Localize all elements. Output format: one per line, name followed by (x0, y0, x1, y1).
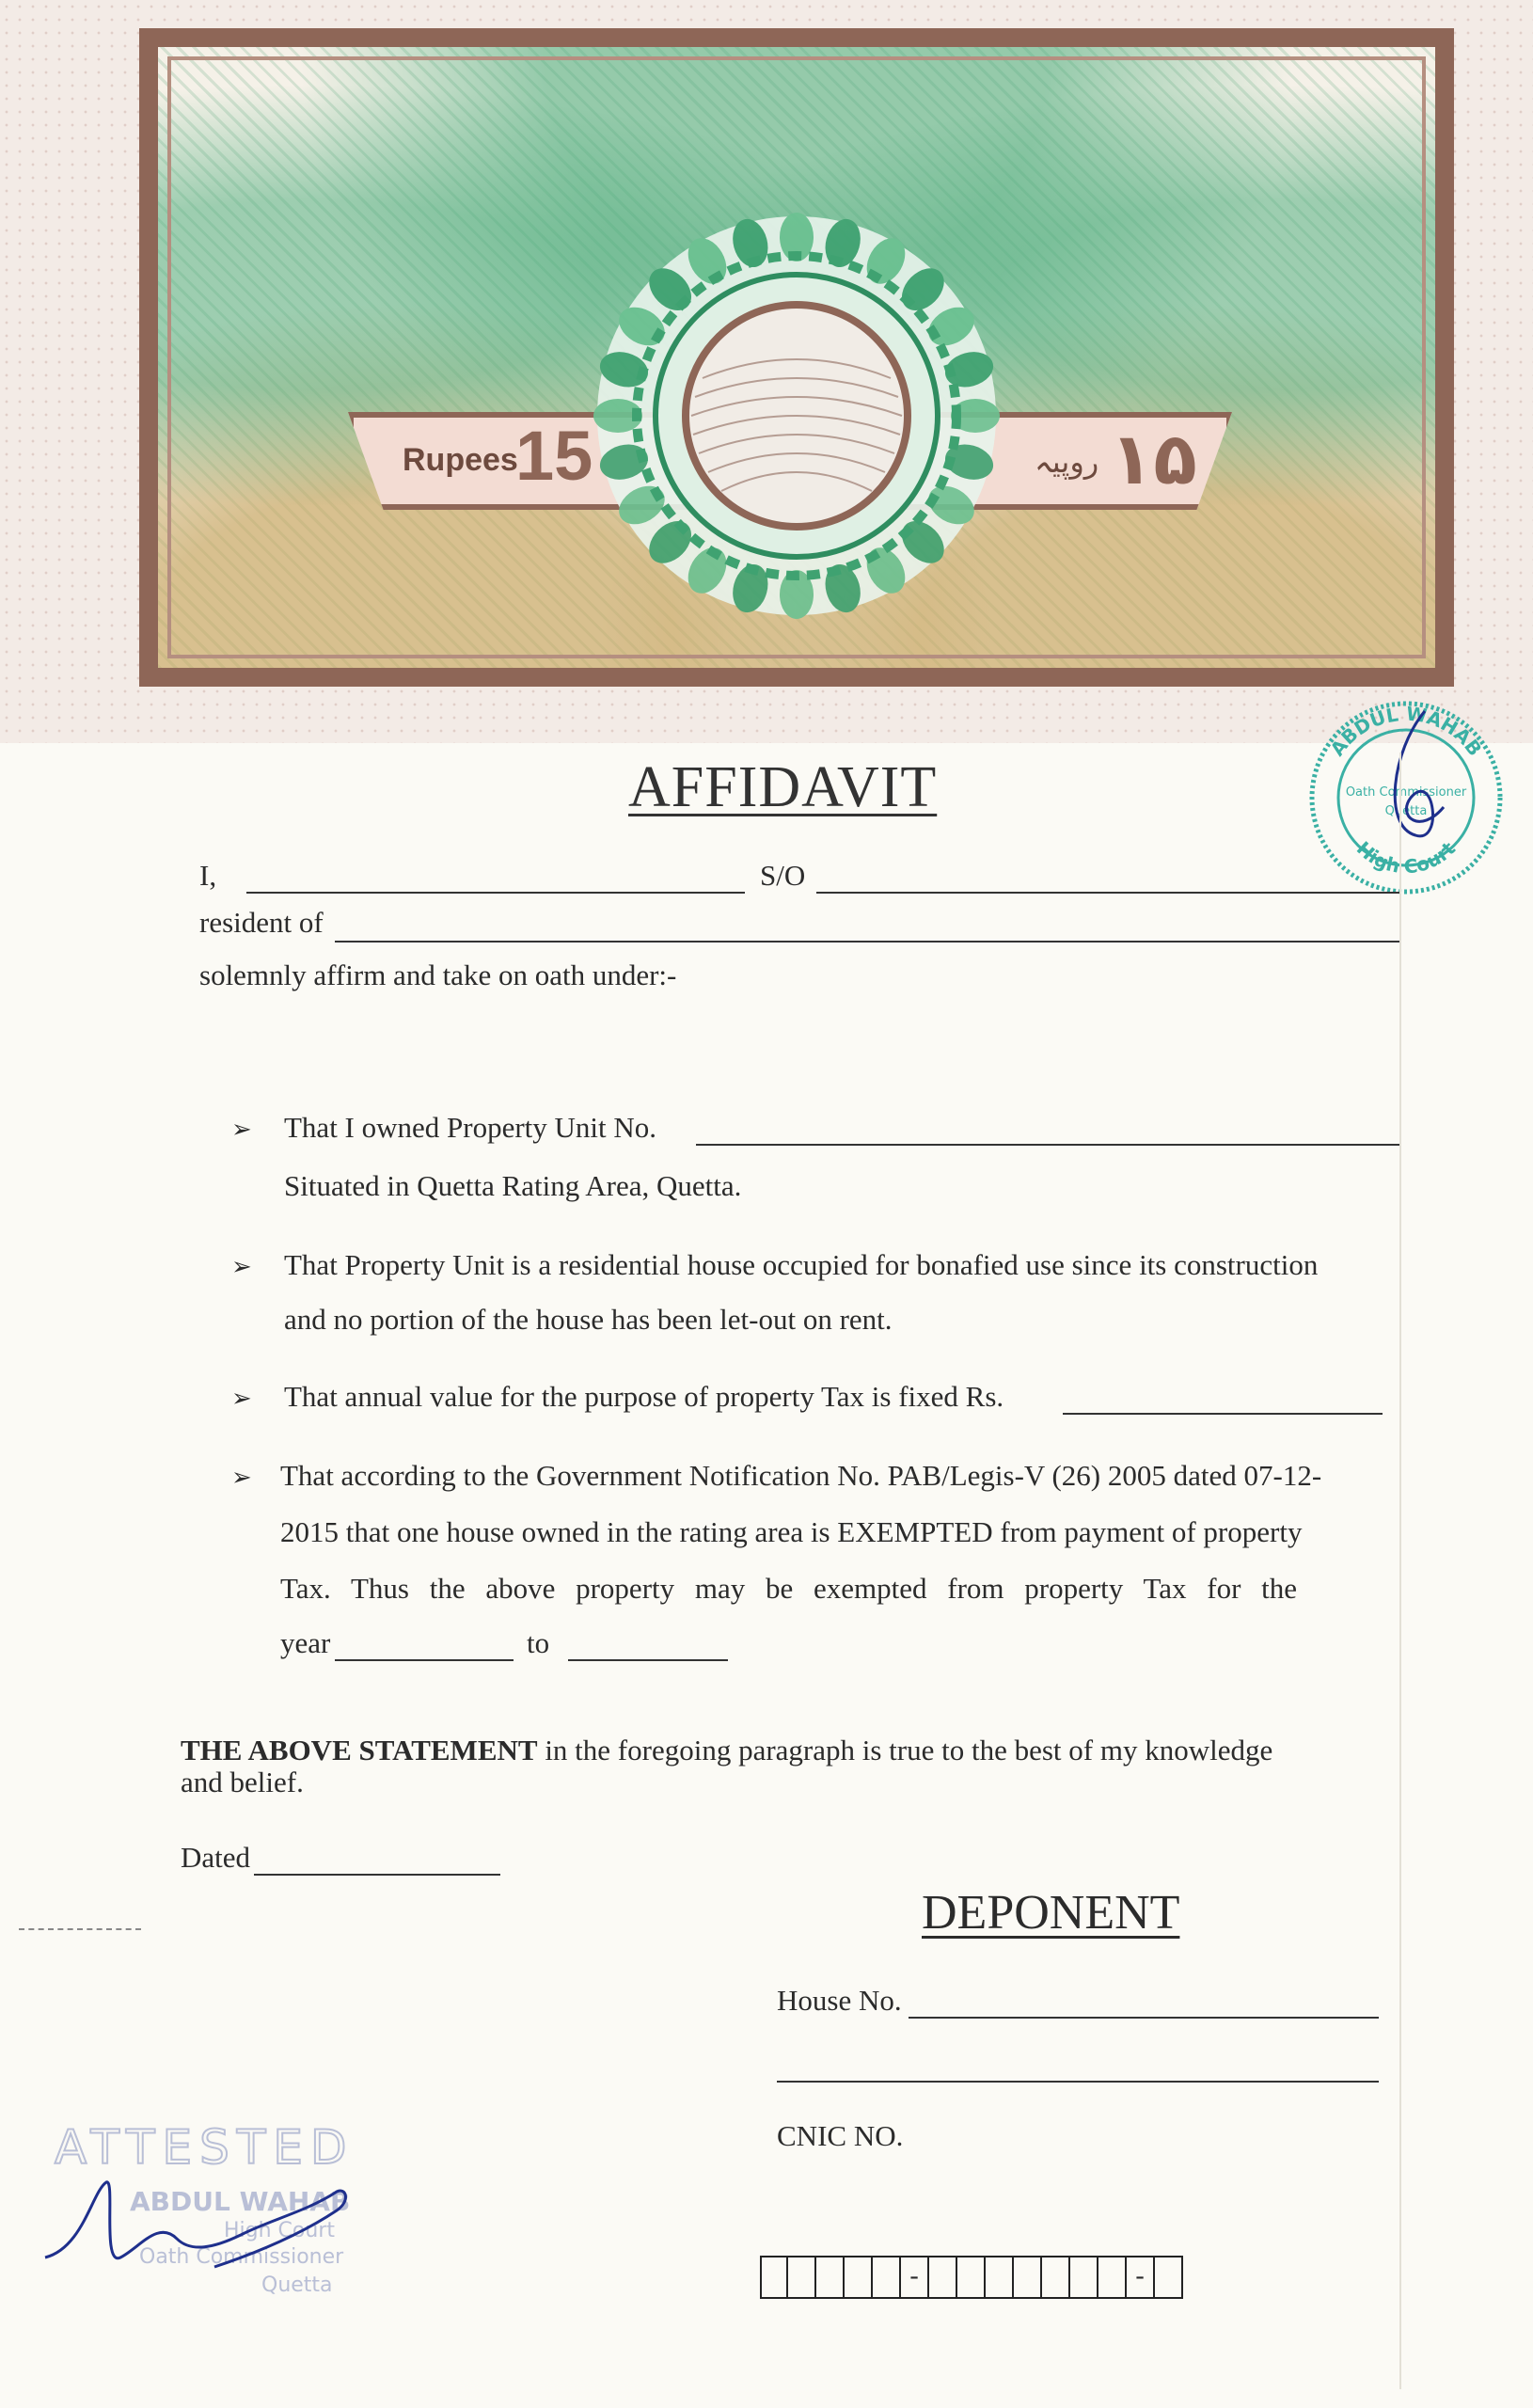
dated-blank-line (254, 1874, 500, 1876)
cnic-separator-box: - (1127, 2256, 1155, 2299)
cnic-digit-box (929, 2256, 957, 2299)
clause-2-line-2: and no portion of the house has been let-out on rent. (284, 1303, 893, 1336)
stamp-urdu-label: روپیہ (1035, 444, 1099, 480)
attested-title: Oath Commissioner (139, 2245, 344, 2269)
cnic-box-row (760, 2256, 1183, 2299)
attested-word: ATTESTED (55, 2120, 355, 2175)
deponent-title: DEPONENT (922, 1886, 1180, 1940)
clause-4-year-label: year (280, 1626, 331, 1659)
house-no-label: House No. (777, 1984, 902, 2017)
clause-1-line-1: That I owned Property Unit No. (284, 1111, 657, 1144)
intro-so-label: S/O (760, 859, 806, 892)
stamp-rupees-label: Rupees (403, 442, 518, 478)
house-no-blank-line (909, 2017, 1379, 2019)
clause-3-bullet: ➢ (231, 1385, 252, 1413)
cnic-digit-box (1070, 2256, 1098, 2299)
attested-city: Quetta (261, 2273, 333, 2297)
seal-title-text: Oath Commissioner (1345, 785, 1467, 800)
oath-commissioner-seal (1303, 694, 1509, 901)
statement-bold-text: THE ABOVE STATEMENT (181, 1734, 538, 1766)
statement-line-1 (181, 1733, 1272, 1767)
seal-court-text: High Court (1351, 836, 1461, 879)
svg-text:High Court (1352, 837, 1461, 879)
residence-blank-line (335, 941, 1399, 943)
document-title: AFFIDAVIT (628, 755, 938, 819)
scan-page-edge (1399, 752, 1401, 2389)
cnic-separator-box: - (901, 2256, 929, 2299)
attested-name: ABDUL WAHAB (130, 2186, 351, 2217)
father-name-blank-line (816, 892, 1399, 894)
cnic-digit-box (1155, 2256, 1183, 2299)
clause-4-bullet: ➢ (231, 1464, 252, 1492)
clause-2-bullet: ➢ (231, 1253, 252, 1281)
clause-2-line-1: That Property Unit is a residential house occupied for bonafied use since its construction (284, 1248, 1319, 1281)
cnic-digit-box (760, 2256, 788, 2299)
intro-affirm-text: solemnly affirm and take on oath under:- (199, 958, 677, 991)
statement-line-2: and belief. (181, 1766, 304, 1798)
statement-rest-text: in the foregoing paragraph is true to the best of my knowledge (537, 1734, 1273, 1766)
stamp-urdu-value: ۱۵ (1110, 417, 1197, 500)
cnic-label: CNIC NO. (777, 2119, 904, 2152)
clause-4-line-3: Tax. Thus the above property may be exempted from property Tax for the (280, 1572, 1298, 1605)
cnic-digit-box (845, 2256, 873, 2299)
seal-city-text: Quetta (1384, 804, 1428, 818)
clause-4-line-1: That according to the Government Notification No. PAB/Legis-V (26) 2005 dated 07-12- (280, 1459, 1322, 1492)
clause-1-line-2: Situated in Quetta Rating Area, Quetta. (284, 1169, 742, 1202)
cnic-digit-box (788, 2256, 816, 2299)
cnic-digit-box (1042, 2256, 1070, 2299)
cnic-digit-box (816, 2256, 845, 2299)
name-blank-line (246, 892, 745, 894)
cnic-digit-box (1014, 2256, 1042, 2299)
year-from-blank-line (335, 1659, 514, 1661)
property-unit-blank-line (696, 1144, 1399, 1146)
cnic-digit-box (957, 2256, 986, 2299)
dated-label: Dated (181, 1841, 251, 1874)
cnic-digit-box (873, 2256, 901, 2299)
intro-resident-label: resident of (199, 906, 324, 939)
clause-3-line-1: That annual value for the purpose of property Tax is fixed Rs. (284, 1380, 1004, 1413)
clause-4-line-2: 2015 that one house owned in the rating area is EXEMPTED from payment of property (280, 1515, 1303, 1548)
annual-value-blank-line (1063, 1413, 1383, 1415)
clause-4-to-label: to (527, 1626, 550, 1659)
stamp-rupees-value: 15 (515, 417, 593, 495)
seal-name-text: ABDUL WAHAB (1325, 702, 1487, 761)
cnic-digit-box (986, 2256, 1014, 2299)
clause-1-bullet: ➢ (231, 1116, 252, 1144)
address-blank-line (777, 2081, 1379, 2083)
stamp-rosette-emblem (576, 209, 1018, 623)
intro-i-label: I, (199, 859, 217, 892)
attested-court: High Court (224, 2219, 335, 2242)
cnic-digit-box (1098, 2256, 1127, 2299)
scan-margin-mark (19, 1928, 141, 1930)
year-to-blank-line (568, 1659, 728, 1661)
attested-stamp (26, 2107, 421, 2305)
